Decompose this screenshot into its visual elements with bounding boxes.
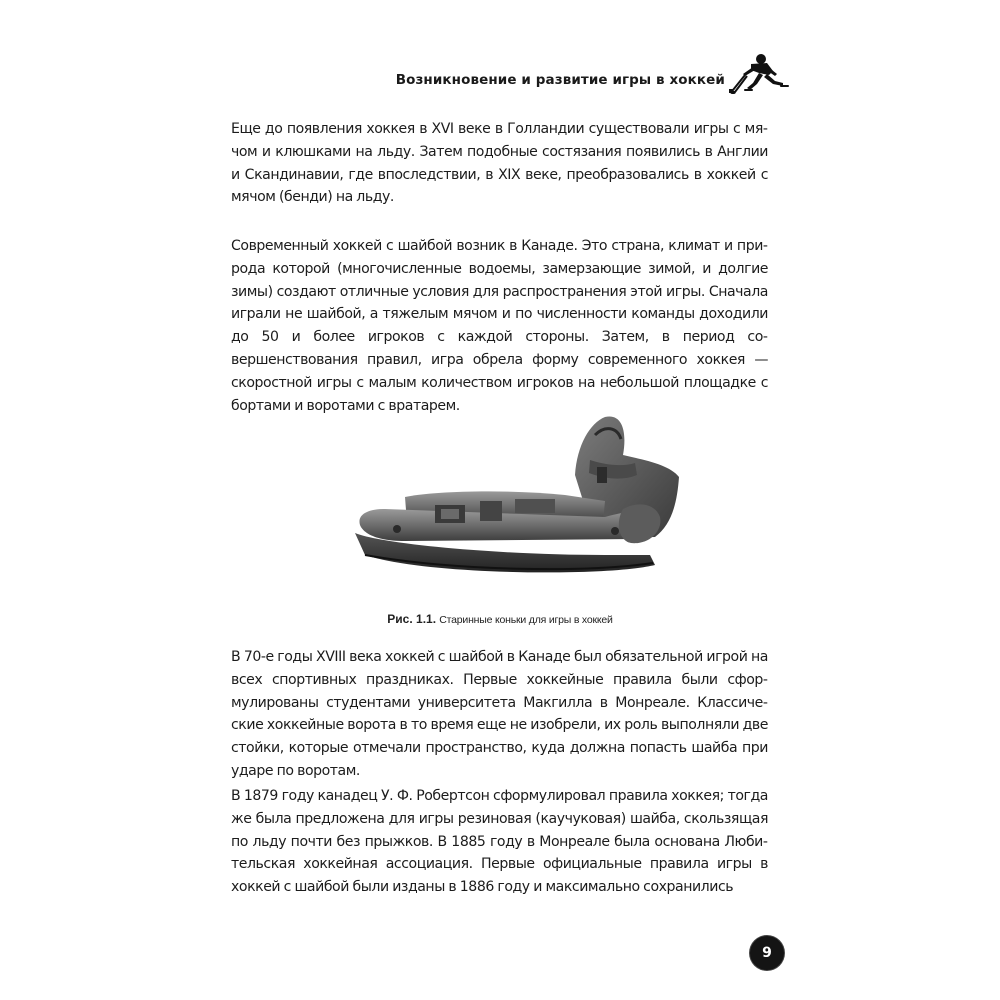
page-number: 9 (762, 945, 772, 961)
body-paragraph-3: В 70-е годы XVIII века хоккей с шайбой в Канаде был обязательной игрой на всех спортивных праздниках. Первые хоккейные правила были сформулированы студентами университета Макгилла в Монреале. Классические хоккейные ворота в то время еще не изобрели, их роль выполняли две стойки, которые отмечали пространство, куда должна попасть шайба при ударе по воротам. (231, 649, 768, 779)
figure-label: Рис. 1.1. (387, 612, 437, 626)
antique-skate-image (305, 405, 695, 600)
body-paragraph-4: В 1879 году канадец У. Ф. Робертсон сформулировал правила хоккея; тогда же была предложена для игры резиновая (каучуковая) шайба, скользящая по льду почти без прыжков. В 1885 году в Монреале была основана Любительская хоккейная ассоциация. Первые официальные правила игры в хоккей с шайбой были изданы в 1886 году и максимально сохранились (231, 788, 768, 896)
body-paragraph-1: Еще до появления хоккея в XVI веке в Голландии существовали игры с мячом и клюшками на льду. Затем подобные состязания появились в Англии и Скандинавии, где впоследствии, в XIX веке, преобразовались в хоккей с мячом (бенди) на льду. (231, 121, 768, 206)
figure-caption-text: Старинные коньки для игры в хоккей (439, 614, 613, 626)
figure-caption (200, 612, 800, 626)
body-paragraph-2: Современный хоккей с шайбой возник в Канаде. Это страна, климат и природа которой (многочисленные водоемы, замерзающие зимой, и долгие зимы) создают отличные условия для распространения этой игры. Сначала играли не шайбой, а тяжелым мячом и по численности команды доходили до 50 и более игроков с каждой стороны. Затем, в период совершенствования правил, игра обрела форму современного хоккея — скоростной игры с малым количеством игроков на небольшой площадке с бортами и воротами с вратарем. (231, 238, 768, 414)
hockey-player-icon (729, 52, 793, 96)
running-header (230, 52, 797, 96)
page-number-badge (750, 936, 784, 970)
running-header-title: Возникновение и развитие игры в хоккей (395, 72, 725, 88)
